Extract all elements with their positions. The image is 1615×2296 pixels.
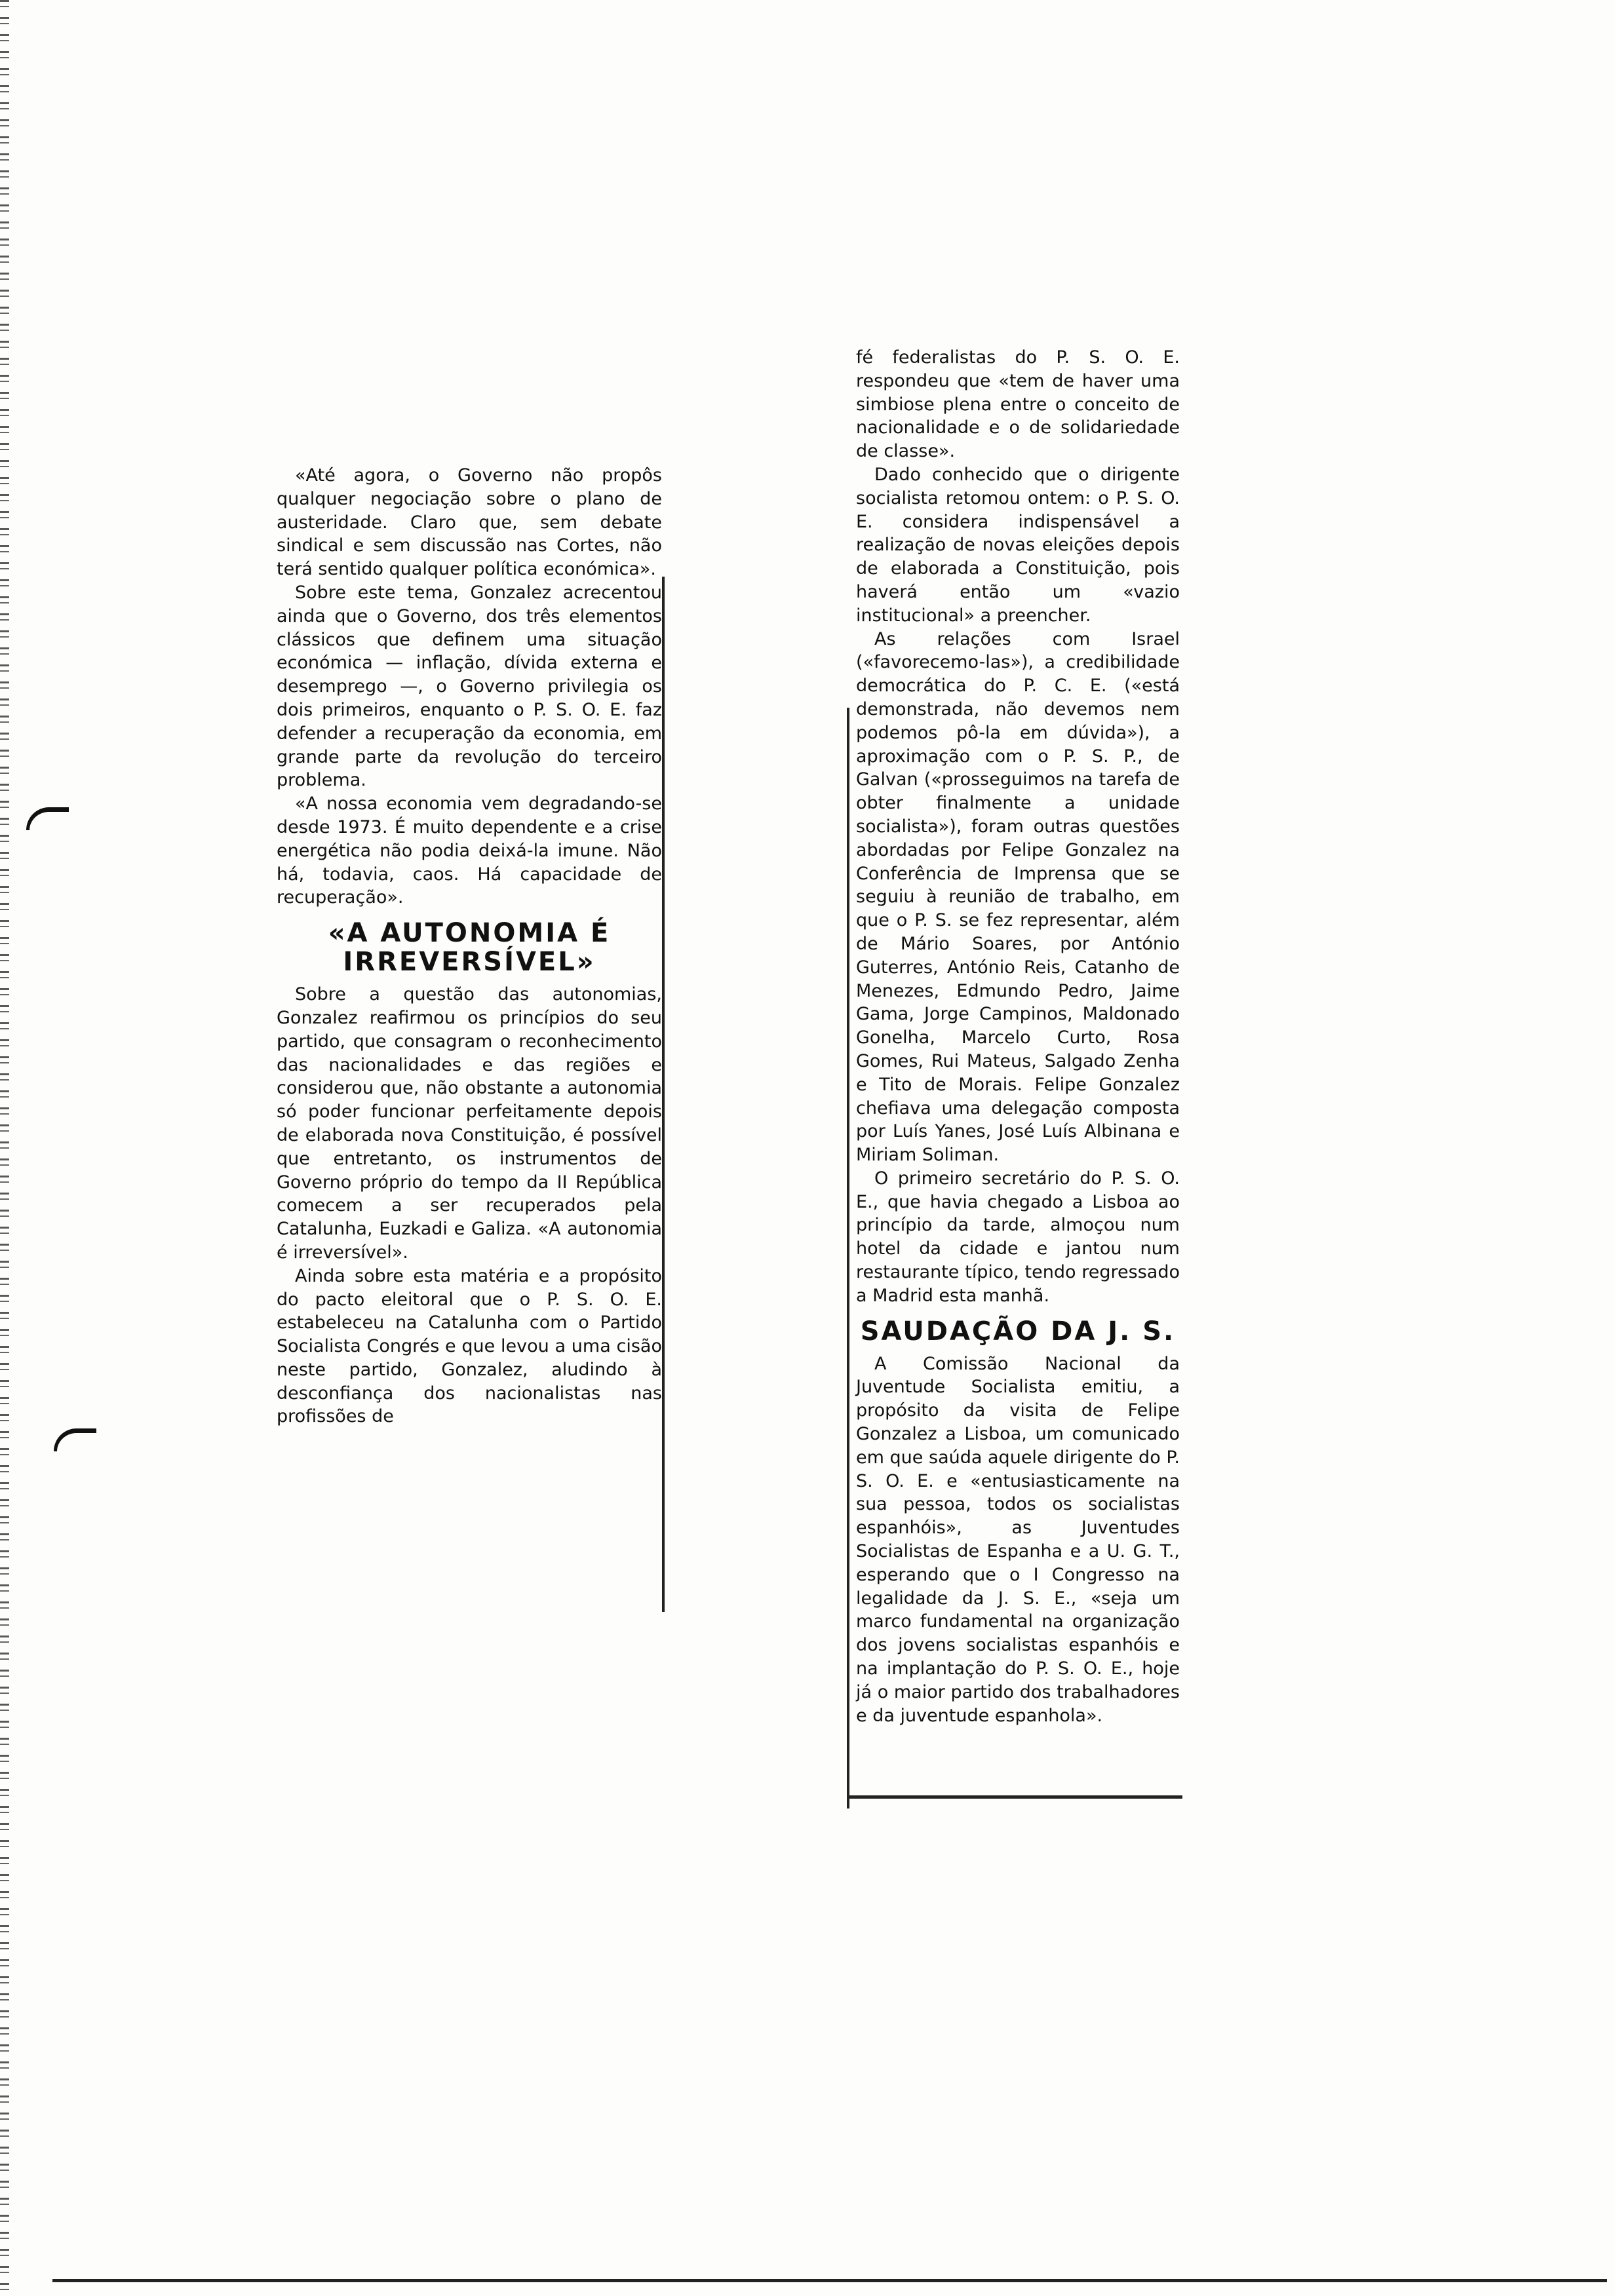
right-paragraph-5: A Comissão Nacional da Juventude Socialista emitiu, a propósito da visita de Felipe Gonzalez a Lisboa, um comunicado em que saúda aquele dirigente do P. S. O. E. e «entusiasticamente na sua pessoa, todos os socialistas espanhóis», as Juventudes Socialistas de Espanha e a U. G. T., esperando que o I Congresso na legalidade da J. S. E., «seja um marco fundamental na organização dos jovens socialistas espanhóis e na implantação do P. S. O. E., hoje já o maior partido dos trabalhadores e da juventude espanhola». — [856, 1353, 1180, 1726]
left-paragraph-3: «A nossa economia vem degradando-se desde 1973. É muito dependente e a crise energética não podia deixá-la imune. Não há, todavia, caos. Há capacidade de recuperação». — [277, 794, 662, 908]
right-section-heading: SAUDAÇÃO DA J. S. — [860, 1316, 1176, 1347]
article-left-column — [277, 464, 662, 1428]
right-paragraph-4: O primeiro secretário do P. S. O. E., que havia chegado a Lisboa ao princípio da tarde, almoçou num hotel da cidade e jantou num restaurante típico, tendo regressado a Madrid esta manhã. — [856, 1168, 1180, 1306]
right-paragraph-3: As relações com Israel («favorecemo-las»), a credibilidade democrática do P. C. E. («está demonstrada, não devemos nem podemos pô-la em dúvida»), a aproximação com o P. S. P., de Galvan («prosseguimos na tarefa de obter finalmente a unidade socialista»), foram outras questões abordadas por Felipe Gonzalez na Conferência de Imprensa que se seguiu à reunião de trabalho, em que o P. S. se fez representar, além de Mário Soares, por António Guterres, António Reis, Catanho de Menezes, Edmundo Pedro, Jaime Gama, Jorge Campinos, Maldonado Gonelha, Marcelo Curto, Rosa Gomes, Rui Mateus, Salgado Zenha e Tito de Morais. Felipe Gonzalez chefiava uma delegação composta por Luís Yanes, José Luís Albinana e Miriam Soliman. — [856, 628, 1180, 1166]
left-paragraph-2: Sobre este tema, Gonzalez acrecentou ainda que o Governo, dos três elementos clássicos que definem uma situação económica — inflação, dívida externa e desemprego —, o Governo privilegia os dois primeiros, enquanto o P. S. O. E. faz defender a recuperação da economia, em grande parte da revolução do terceiro problema. — [277, 582, 662, 791]
right-paragraph-1: fé federalistas do P. S. O. E. respondeu que «tem de haver uma simbiose plena entre o conceito de nacionalidade e o de solidariedade de classe». — [856, 347, 1180, 462]
left-section-heading: «A AUTONOMIA É IRREVERSÍVEL» — [328, 918, 611, 978]
article-right-column — [856, 346, 1180, 1727]
left-paragraph-5: Ainda sobre esta matéria e a propósito do pacto eleitoral que o P. S. O. E. estabeleceu na Catalunha com o Partido Socialista Congrés e que levou a uma cisão neste partido, Gonzalez, aludindo à desconfiança dos nacionalistas nas profissões de — [277, 1265, 662, 1427]
left-column-rule — [662, 577, 665, 1612]
right-paragraph-2: Dado conhecido que o dirigente socialista retomou ontem: o P. S. O. E. considera indispensável a realização de novas eleições depois de elaborada a Constituição, pois haverá então um «vazio institucional» a preencher. — [856, 464, 1180, 626]
scan-left-edge — [0, 0, 9, 2296]
left-paragraph-1: «Até agora, o Governo não propôs qualquer negociação sobre o plano de austeridade. Claro que, sem debate sindical e sem discussão nas Cortes, não terá sentido qualquer política económica». — [277, 465, 662, 580]
punch-hole-mark-bottom — [54, 1428, 96, 1451]
punch-hole-mark-top — [26, 807, 69, 830]
left-paragraph-4: Sobre a questão das autonomias, Gonzalez reafirmou os princípios do seu partido, que consagram o reconhecimento das nacionalidades e das regiões e considerou que, não obstante a autonomia só poder funcionar perfeitamente depois de elaborada nova Constituição, é possível que entretanto, os instrumentos de Governo próprio do tempo da II República comecem a ser recuperados pela Catalunha, Euzkadi e Galiza. «A autonomia é irreversível». — [277, 984, 662, 1263]
right-column-rule — [847, 708, 849, 1808]
right-column-bottom-rule — [847, 1795, 1182, 1799]
page-bottom-rule — [52, 2279, 1607, 2282]
